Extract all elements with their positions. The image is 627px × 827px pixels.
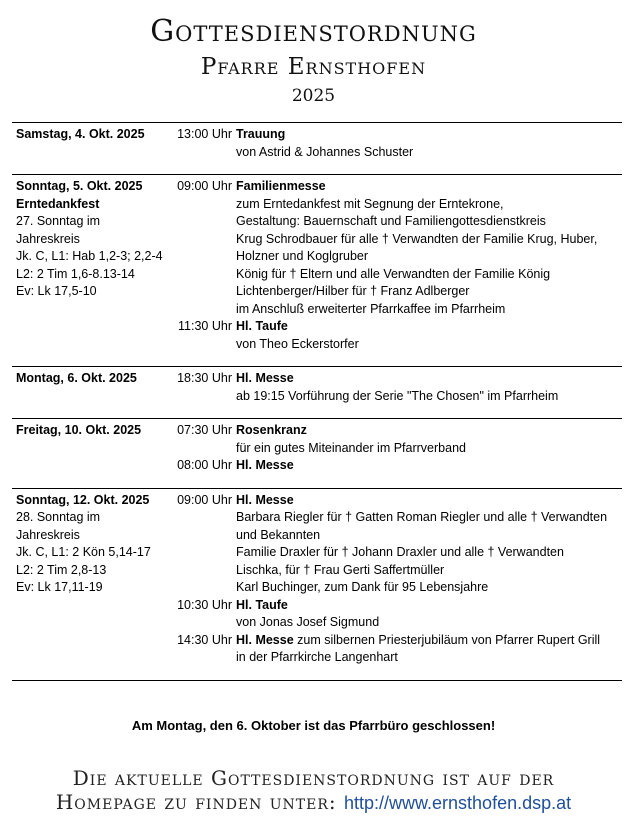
time-cell xyxy=(174,440,236,458)
day-info: 27. Sonntag im xyxy=(16,214,101,228)
service-time: 14:30 Uhr xyxy=(177,632,232,647)
day-info: Jk. C, L1: 2 Kön 5,14-17 xyxy=(16,545,151,559)
entry-cell xyxy=(236,283,622,301)
service-detail: Holzner und Koglgruber xyxy=(236,249,369,263)
footer-line-2 xyxy=(0,790,627,814)
time-cell xyxy=(174,126,236,144)
entry-cell xyxy=(236,248,622,266)
time-cell xyxy=(174,144,236,162)
service-title: Familienmesse xyxy=(236,179,326,193)
service-title: Rosenkranz xyxy=(236,423,307,437)
service-time: 09:00 Uhr xyxy=(177,179,232,193)
homepage-link[interactable]: http://www.ernsthofen.dsp.at xyxy=(344,793,572,813)
day-block xyxy=(12,366,622,418)
service-title: Hl. Taufe xyxy=(236,597,288,612)
day-info: Ev: Lk 17,5-10 xyxy=(16,284,97,298)
day-date: Sonntag, 5. Okt. 2025 xyxy=(16,179,143,193)
left-cell xyxy=(12,509,174,527)
entry-cell xyxy=(236,370,622,388)
schedule-row xyxy=(12,318,622,336)
service-title: Hl. Messe xyxy=(236,458,294,472)
left-cell xyxy=(12,440,174,458)
left-cell xyxy=(12,266,174,284)
time-cell xyxy=(174,248,236,266)
schedule-row xyxy=(12,370,622,388)
time-cell xyxy=(174,579,236,597)
schedule-row xyxy=(12,614,622,632)
service-title: Hl. Messe xyxy=(236,371,294,385)
time-cell xyxy=(174,231,236,249)
service-title: Hl. Messe xyxy=(236,632,294,647)
left-cell xyxy=(12,283,174,301)
entry-cell xyxy=(236,126,622,144)
service-detail: Barbara Riegler für † Gatten Roman Riegler und alle † Verwandten xyxy=(236,510,608,524)
left-cell xyxy=(12,336,174,354)
left-cell xyxy=(12,579,174,597)
schedule-row xyxy=(12,144,622,162)
day-block xyxy=(12,418,622,488)
day-info: Jahreskreis xyxy=(16,231,80,246)
left-cell xyxy=(12,370,174,388)
office-closed-notice: Am Montag, den 6. Oktober ist das Pfarrbüro geschlossen! xyxy=(131,718,496,733)
entry-cell xyxy=(236,527,622,545)
schedule-row xyxy=(12,544,622,562)
time-cell xyxy=(174,492,236,510)
service-title: Trauung xyxy=(236,127,286,141)
day-info: 28. Sonntag im xyxy=(16,510,101,524)
year: 2025 xyxy=(291,86,336,106)
left-cell xyxy=(12,649,174,667)
schedule-row xyxy=(12,231,622,249)
left-cell xyxy=(12,126,174,144)
day-info: Erntedankfest xyxy=(16,196,100,211)
service-detail: Krug Schrodbauer für alle † Verwandten der Familie Krug, Huber, xyxy=(236,231,598,246)
service-time: 18:30 Uhr xyxy=(177,371,232,385)
time-cell xyxy=(174,614,236,632)
schedule-row xyxy=(12,632,622,650)
time-cell xyxy=(174,196,236,214)
service-detail: von Jonas Josef Sigmund xyxy=(236,615,380,629)
schedule-row xyxy=(12,457,622,475)
left-cell xyxy=(12,231,174,249)
left-cell xyxy=(12,301,174,319)
day-block xyxy=(12,122,622,174)
entry-cell xyxy=(236,213,622,231)
time-cell xyxy=(174,457,236,475)
day-info: Jk. C, L1: Hab 1,2-3; 2,2-4 xyxy=(16,249,163,263)
schedule-row xyxy=(12,649,622,667)
service-detail: zum Erntedankfest mit Segnung der Erntekrone, xyxy=(236,196,504,211)
left-cell xyxy=(12,527,174,545)
entry-cell xyxy=(236,597,622,615)
service-detail: von Theo Eckerstorfer xyxy=(236,336,359,351)
schedule-row xyxy=(12,579,622,597)
schedule-row xyxy=(12,440,622,458)
day-date: Samstag, 4. Okt. 2025 xyxy=(16,127,145,141)
schedule-row xyxy=(12,388,622,406)
day-block xyxy=(12,174,622,366)
entry-cell xyxy=(236,614,622,632)
left-cell xyxy=(12,196,174,214)
time-cell xyxy=(174,509,236,527)
day-date: Montag, 6. Okt. 2025 xyxy=(16,371,137,385)
service-detail: Gestaltung: Bauernschaft und Familiengottesdienstkreis xyxy=(236,214,546,228)
time-cell xyxy=(174,527,236,545)
left-cell xyxy=(12,614,174,632)
service-title: Hl. Messe xyxy=(236,492,294,507)
service-detail: Familie Draxler für † Johann Draxler und alle † Verwandten xyxy=(236,545,564,559)
schedule-row xyxy=(12,527,622,545)
entry-cell xyxy=(236,178,622,196)
schedule-row xyxy=(12,283,622,301)
schedule-row xyxy=(12,178,622,196)
entry-cell xyxy=(236,579,622,597)
day-info: Ev: Lk 17,11-19 xyxy=(16,580,103,594)
entry-cell xyxy=(236,649,622,667)
time-cell xyxy=(174,544,236,562)
entry-cell xyxy=(236,301,622,319)
day-info: Jahreskreis xyxy=(16,527,80,542)
schedule-row xyxy=(12,422,622,440)
time-cell xyxy=(174,318,236,336)
schedule xyxy=(12,122,622,681)
entry-cell xyxy=(236,422,622,440)
service-time: 07:30 Uhr xyxy=(177,423,232,437)
left-cell xyxy=(12,562,174,580)
time-cell xyxy=(174,301,236,319)
time-cell xyxy=(174,562,236,580)
schedule-row xyxy=(12,509,622,527)
parish-name: Pfarre Ernsthofen xyxy=(200,54,427,80)
time-cell xyxy=(174,597,236,615)
page-title: Gottesdienstordnung xyxy=(150,14,477,49)
entry-cell xyxy=(236,336,622,354)
service-detail: Karl Buchinger, zum Dank für 95 Lebensjahre xyxy=(236,580,489,594)
left-cell xyxy=(12,144,174,162)
time-cell xyxy=(174,336,236,354)
entry-cell xyxy=(236,231,622,249)
left-cell xyxy=(12,178,174,196)
service-detail: im Anschluß erweiterter Pfarrkaffee im Pfarrheim xyxy=(236,301,506,316)
time-cell xyxy=(174,649,236,667)
day-info: L2: 2 Tim 2,8-13 xyxy=(16,562,107,577)
schedule-row xyxy=(12,301,622,319)
day-block xyxy=(12,488,622,681)
entry-cell xyxy=(236,509,622,527)
time-cell xyxy=(174,422,236,440)
day-info: L2: 2 Tim 1,6-8.13-14 xyxy=(16,266,135,281)
entry-cell xyxy=(236,266,622,284)
entry-cell xyxy=(236,632,622,650)
schedule-row xyxy=(12,126,622,144)
schedule-row xyxy=(12,248,622,266)
left-cell xyxy=(12,388,174,406)
entry-cell xyxy=(236,544,622,562)
time-cell xyxy=(174,178,236,196)
schedule-row xyxy=(12,597,622,615)
schedule-row xyxy=(12,196,622,214)
service-time: 11:30 Uhr xyxy=(178,319,232,333)
schedule-row xyxy=(12,213,622,231)
left-cell xyxy=(12,492,174,510)
time-cell xyxy=(174,388,236,406)
entry-cell xyxy=(236,457,622,475)
footer-text: Homepage zu finden unter: xyxy=(55,790,337,814)
left-cell xyxy=(12,544,174,562)
service-title: Hl. Taufe xyxy=(236,319,288,333)
entry-cell xyxy=(236,196,622,214)
service-detail: und Bekannten xyxy=(236,527,321,542)
entry-cell xyxy=(236,318,622,336)
service-detail: ab 19:15 Vorführung der Serie "The Chosen" im Pfarrheim xyxy=(236,388,559,403)
time-cell xyxy=(174,632,236,650)
left-cell xyxy=(12,248,174,266)
time-cell xyxy=(174,370,236,388)
service-title-rest: zum silbernen Priesterjubiläum von Pfarrer Rupert Grill xyxy=(293,632,601,647)
service-detail: Lichtenberger/Hilber für † Franz Adlberger xyxy=(236,284,470,298)
service-time: 09:00 Uhr xyxy=(177,492,232,507)
service-detail: Lischka, für † Frau Gerti Saffertmüller xyxy=(236,562,445,577)
day-date: Freitag, 10. Okt. 2025 xyxy=(16,423,142,437)
service-detail: in der Pfarrkirche Langenhart xyxy=(236,650,398,664)
entry-cell xyxy=(236,440,622,458)
service-detail: für ein gutes Miteinander im Pfarrverband xyxy=(236,440,466,455)
entry-cell xyxy=(236,492,622,510)
service-time: 13:00 Uhr xyxy=(177,127,232,141)
left-cell xyxy=(12,597,174,615)
service-time: 10:30 Uhr xyxy=(177,597,232,612)
left-cell xyxy=(12,318,174,336)
time-cell xyxy=(174,213,236,231)
entry-cell xyxy=(236,388,622,406)
schedule-row xyxy=(12,336,622,354)
left-cell xyxy=(12,457,174,475)
footer-line-1: Die aktuelle Gottesdienstordnung ist auf der xyxy=(72,766,555,790)
left-cell xyxy=(12,632,174,650)
service-time: 08:00 Uhr xyxy=(177,458,232,472)
entry-cell xyxy=(236,562,622,580)
entry-cell xyxy=(236,144,622,162)
schedule-row xyxy=(12,492,622,510)
service-detail: König für † Eltern und alle Verwandten der Familie König xyxy=(236,266,551,281)
time-cell xyxy=(174,283,236,301)
schedule-row xyxy=(12,562,622,580)
service-detail: von Astrid & Johannes Schuster xyxy=(236,144,414,159)
time-cell xyxy=(174,266,236,284)
schedule-row xyxy=(12,266,622,284)
left-cell xyxy=(12,422,174,440)
day-date: Sonntag, 12. Okt. 2025 xyxy=(16,492,150,507)
left-cell xyxy=(12,213,174,231)
